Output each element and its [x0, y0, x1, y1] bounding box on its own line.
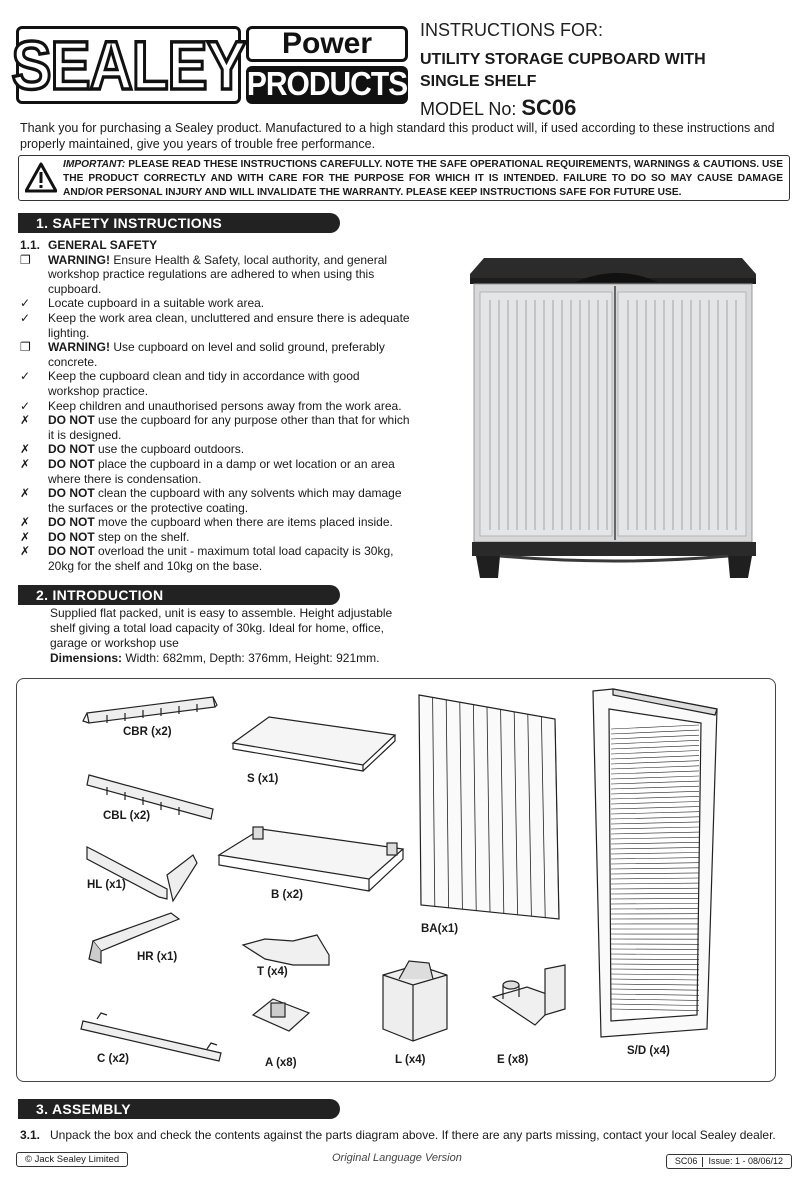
- assembly-step-number: 3.1.: [20, 1128, 41, 1142]
- section-introduction-header: 2. INTRODUCTION: [18, 585, 340, 605]
- part-label-hl: HL (x1): [87, 879, 126, 891]
- instructions-for: INSTRUCTIONS FOR:: [420, 20, 603, 40]
- safety-item: [20, 515, 410, 530]
- thank-you-text: Thank you for purchasing a Sealey product. Manufactured to a high standard this product will, if used according to these instructions and properly maintained, give you years of trouble free performance.: [20, 121, 775, 151]
- safety-item-body: clean the cupboard with any solvents which may damage the surfaces or the protective coating.: [48, 486, 402, 515]
- part-label-e: E (x8): [497, 1054, 529, 1066]
- safety-item-body: move the cupboard when there are items placed inside.: [94, 515, 393, 530]
- dimensions-line: [50, 651, 410, 666]
- safety-item-bold: DO NOT: [48, 413, 95, 428]
- safety-item: [20, 413, 410, 442]
- safety-symbol-icon: ✗: [20, 529, 31, 544]
- safety-item-body: Keep the work area clean, uncluttered and ensure there is adequate lighting.: [48, 310, 410, 340]
- safety-symbol-icon: ✓: [20, 369, 31, 384]
- part-label-b: B (x2): [271, 889, 303, 901]
- safety-item-text: [48, 442, 410, 457]
- product-line-2: SINGLE SHELF: [420, 73, 537, 90]
- safety-item: [20, 340, 410, 369]
- safety-item: [20, 399, 410, 414]
- dimensions-label: Dimensions:: [50, 651, 123, 665]
- safety-symbol-icon: ✗: [20, 486, 31, 501]
- safety-symbol-icon: ✓: [20, 310, 31, 325]
- safety-symbol-icon: ✗: [20, 544, 31, 559]
- safety-item-bold: DO NOT: [48, 456, 95, 471]
- footer-separator: [702, 1157, 703, 1167]
- safety-item-bold: DO NOT: [48, 486, 95, 501]
- safety-item-body: use the cupboard for any purpose other than that for which it is designed.: [48, 413, 410, 442]
- part-l-drawing: [383, 961, 447, 1041]
- introduction-body: Supplied flat packed, unit is easy to assemble. Height adjustable shelf giving a total load capacity of 30kg. Ideal for home, office, garage or workshop use: [50, 606, 393, 650]
- footer-model: SC06: [674, 1156, 698, 1166]
- safety-symbol-icon: ✗: [20, 442, 31, 457]
- safety-item-body: Locate cupboard in a suitable work area.: [48, 296, 265, 311]
- section-assembly-header: 3. ASSEMBLY: [18, 1099, 340, 1119]
- important-text: PLEASE READ THESE INSTRUCTIONS CAREFULLY. NOTE THE SAFE OPERATIONAL REQUIREMENTS, WARNINGS & CAUTIONS. USE THE PRODUCT CORRECTLY AND WITH CARE FOR THE PURPOSE FOR WHICH IT IS INTENDED. FAILURE TO DO SO MAY CAUSE DAMAGE AND/OR PERSONAL INJURY AND WILL INVALIDATE THE WARRANTY. PLEASE KEEP INSTRUCTIONS SAFE FOR FUTURE USE.: [63, 159, 783, 198]
- footer-issue-box: [666, 1154, 792, 1169]
- safety-symbol-icon: ✗: [20, 456, 31, 471]
- footer-language: Original Language Version: [332, 1152, 462, 1164]
- safety-item-text: [48, 399, 410, 414]
- part-a-drawing: [253, 999, 309, 1031]
- part-sd-drawing: [593, 689, 717, 1037]
- part-label-c: C (x2): [97, 1053, 129, 1065]
- safety-symbol-icon: ✓: [20, 296, 31, 311]
- sub-title: GENERAL SAFETY: [48, 238, 158, 252]
- safety-item: [20, 486, 410, 515]
- safety-item-bold: DO NOT: [48, 442, 95, 457]
- product-name: [420, 49, 800, 93]
- safety-symbol-icon: ✓: [20, 398, 31, 413]
- logo-power-box: [246, 26, 408, 62]
- safety-item: [20, 296, 410, 311]
- part-hl-drawing: [87, 847, 197, 901]
- part-label-t: T (x4): [257, 966, 288, 978]
- safety-item-body: Use cupboard on level and solid ground, preferably concrete.: [48, 340, 385, 369]
- safety-item-body: place the cupboard in a damp or wet location or an area where there is condensation.: [48, 456, 395, 486]
- part-cbr-drawing: [83, 697, 217, 723]
- safety-item-text: [48, 340, 410, 369]
- sub-number: 1.1.: [20, 238, 41, 252]
- safety-item: [20, 544, 410, 573]
- safety-item-bold: WARNING!: [48, 252, 110, 267]
- part-label-cbr: CBR (x2): [123, 726, 172, 738]
- logo-products: PRODUCTS: [246, 66, 408, 103]
- logo-power: Power: [281, 27, 373, 60]
- part-label-cbl: CBL (x2): [103, 810, 151, 822]
- logo-sealey-box: [11, 26, 246, 104]
- part-b-drawing: [219, 827, 403, 891]
- safety-item-text: [48, 457, 410, 486]
- safety-item-text: [48, 486, 410, 515]
- safety-item-bold: DO NOT: [48, 544, 95, 559]
- safety-item-body: step on the shelf.: [94, 529, 190, 544]
- model-label: MODEL No:: [420, 99, 517, 119]
- assembly-step: [20, 1128, 790, 1142]
- safety-item-text: [48, 311, 410, 340]
- logo-brand: SEALEY: [11, 26, 246, 104]
- safety-item-body: Keep children and unauthorised persons away from the work area.: [48, 398, 402, 413]
- safety-symbol-icon: ✗: [20, 515, 31, 530]
- product-line-1: UTILITY STORAGE CUPBOARD WITH: [420, 51, 706, 68]
- safety-item-text: [48, 544, 410, 573]
- title-block: [420, 20, 800, 121]
- part-t-drawing: [243, 935, 329, 965]
- cupboard-photo: [466, 256, 762, 582]
- safety-item: [20, 530, 410, 545]
- model-number: SC06: [521, 95, 577, 120]
- safety-item-bold: DO NOT: [48, 515, 95, 530]
- safety-symbol-icon: ❐: [20, 252, 31, 267]
- parts-drawings: [17, 679, 777, 1083]
- safety-item: [20, 311, 410, 340]
- safety-item-body: Ensure Health & Safety, local authority, and general workshop practice regulations are adhered to when using this cupboard.: [48, 252, 388, 296]
- safety-item-body: use the cupboard outdoors.: [94, 442, 245, 457]
- parts-diagram: [16, 678, 776, 1082]
- footer-copyright: © Jack Sealey Limited: [16, 1152, 128, 1167]
- part-label-l: L (x4): [395, 1054, 426, 1066]
- part-label-hr: HR (x1): [137, 951, 178, 963]
- safety-symbol-icon: ✗: [20, 413, 31, 428]
- part-label-ba: BA(x1): [421, 923, 459, 935]
- part-label-s: S (x1): [247, 773, 279, 785]
- part-label-a: A (x8): [265, 1057, 297, 1069]
- safety-list: [20, 253, 410, 574]
- footer-issue: Issue: 1 - 08/06/12: [708, 1156, 783, 1166]
- safety-item-bold: DO NOT: [48, 529, 95, 544]
- part-label-sd: S/D (x4): [627, 1045, 670, 1057]
- safety-item-text: [48, 253, 410, 297]
- safety-item: [20, 369, 410, 398]
- important-label: IMPORTANT:: [63, 159, 126, 170]
- part-s-drawing: [233, 717, 395, 771]
- safety-item: [20, 253, 410, 297]
- safety-item-bold: WARNING!: [48, 340, 110, 355]
- part-ba-drawing: [419, 695, 559, 919]
- safety-item: [20, 457, 410, 486]
- safety-item-body: overload the unit - maximum total load capacity is 30kg, 20kg for the shelf and 10kg on the base.: [48, 544, 394, 574]
- model-line: [420, 95, 800, 121]
- safety-item-body: Keep the cupboard clean and tidy in accordance with good workshop practice.: [48, 369, 360, 398]
- safety-item-text: [48, 296, 410, 311]
- safety-item-text: [48, 530, 410, 545]
- introduction-text: [50, 606, 410, 666]
- safety-item-text: [48, 515, 410, 530]
- safety-section: [20, 238, 410, 574]
- safety-item-text: [48, 369, 410, 398]
- assembly-step-text: Unpack the box and check the contents against the parts diagram above. If there are any parts missing, contact your local Sealey dealer.: [50, 1128, 776, 1142]
- important-notice: [18, 155, 790, 201]
- section-safety-header: 1. SAFETY INSTRUCTIONS: [18, 213, 340, 233]
- part-e-drawing: [493, 965, 565, 1025]
- warning-triangle-icon: [25, 162, 57, 194]
- dimensions-value: Width: 682mm, Depth: 376mm, Height: 921mm.: [122, 651, 380, 665]
- logo-products-box: [246, 66, 408, 104]
- safety-item: [20, 442, 410, 457]
- safety-item-text: [48, 413, 410, 442]
- general-safety-heading: [20, 238, 410, 253]
- safety-symbol-icon: ❐: [20, 340, 31, 355]
